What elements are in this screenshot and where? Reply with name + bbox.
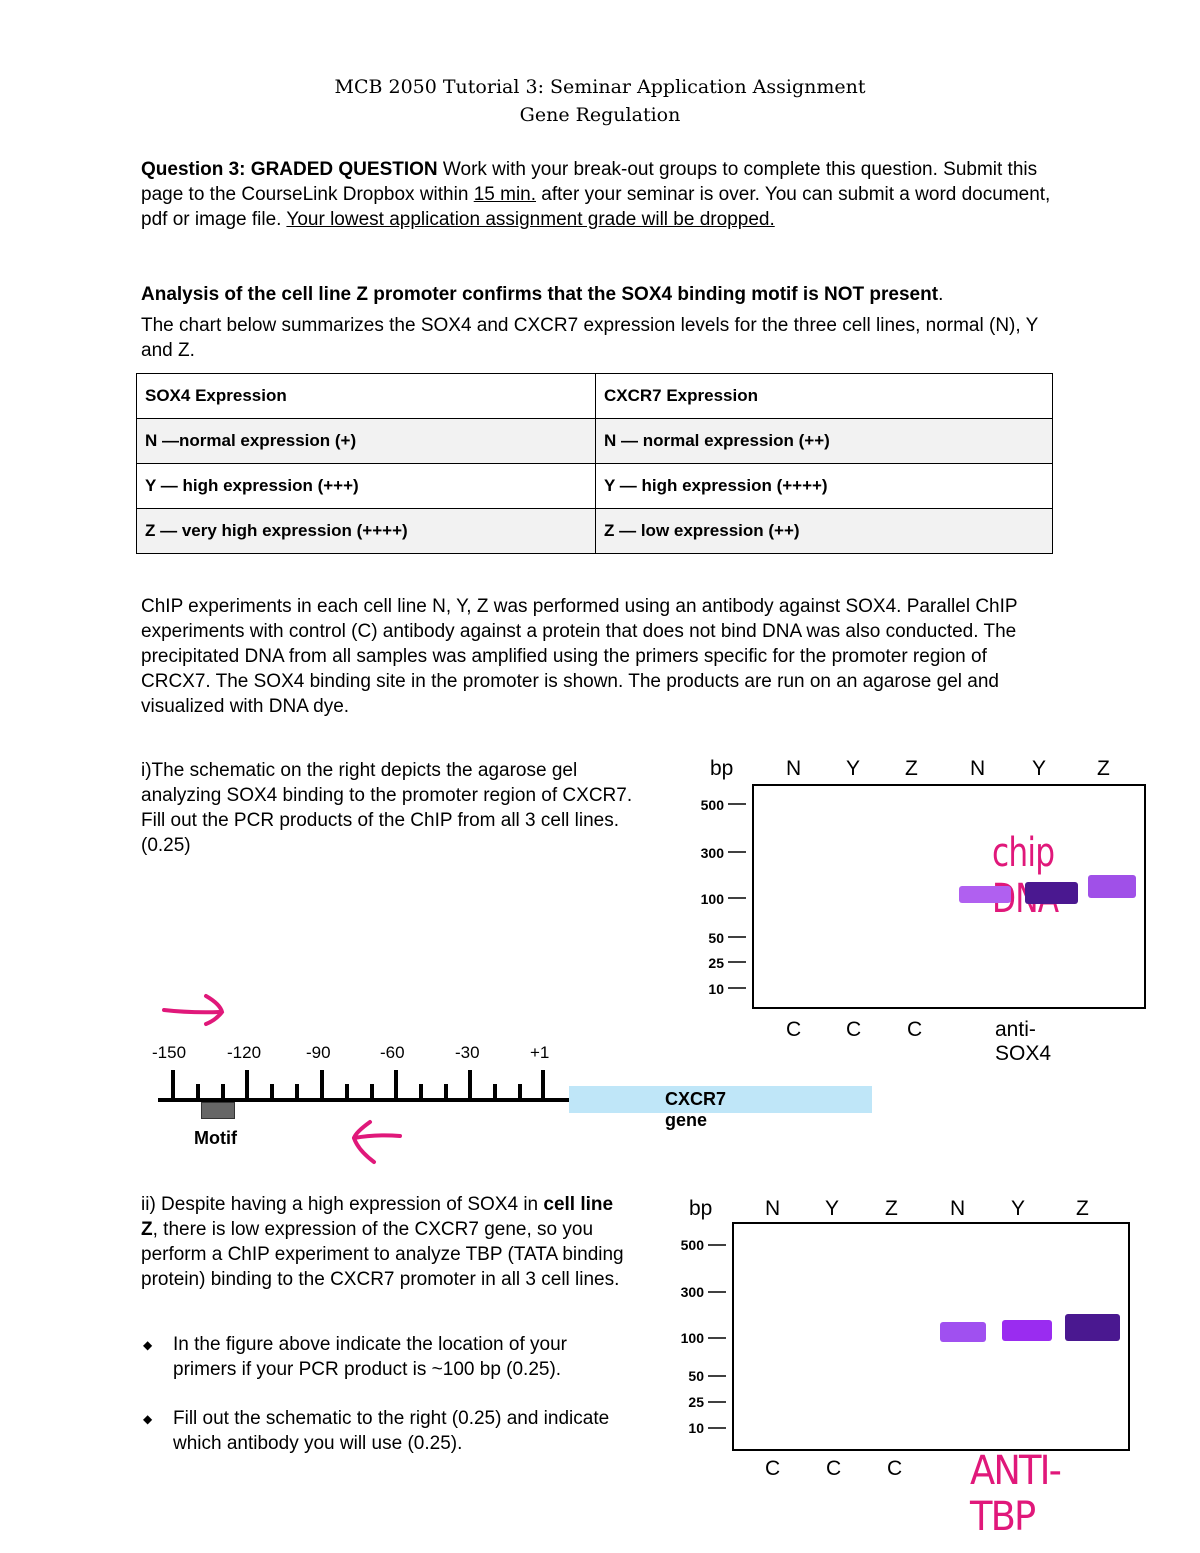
chip-paragraph: ChIP experiments in each cell line N, Y, Z was performed using an antibody against SOX4. Parallel ChIP experiments with control (C) antibody against a protein that does not bind DNA was also conducted. The precipitated DNA from all samples was amplified using the primers specific for the promoter region of CRCX7. The SOX4 binding site in the promoter is shown. The products are run on an agarose gel and visualized with DNA dye. <box>141 596 1018 717</box>
gel2-band <box>940 1322 986 1342</box>
dropped-note: Your lowest application assignment grade will be dropped. <box>286 209 775 230</box>
bullet-item: Fill out the schematic to the right (0.25) and indicate which antibody you will use (0.25). <box>173 1408 610 1454</box>
gel1-lane-label: Z <box>1097 757 1110 780</box>
gel1-bottom-label: C <box>907 1018 923 1041</box>
gel1-ladder-label: 500 <box>700 797 724 813</box>
bullet-item: In the figure above indicate the location of your primers if your PCR product is ~100 bp (0.25). <box>173 1334 567 1380</box>
gel2-ladder-ticks <box>706 1230 728 1440</box>
gel2-lane-label: N <box>950 1197 966 1220</box>
reverse-primer-arrow <box>346 1118 406 1168</box>
gel2-lane-label: Y <box>1011 1197 1026 1220</box>
gel1-band <box>1025 882 1078 904</box>
gel1-band <box>959 886 1011 903</box>
promoter-position-label: -30 <box>455 1043 480 1062</box>
part-i-text: i)The schematic on the right depicts the agarose gel analyzing SOX4 binding to the promoter region of CXCR7. Fill out the PCR products of the ChIP from all 3 cell lines. (0.25) <box>141 760 633 856</box>
time-limit: 15 min. <box>473 184 537 205</box>
bullet-icon: ◆ <box>143 1412 153 1426</box>
table-header-sox4: SOX4 Expression <box>137 374 596 419</box>
part-ii-text-a: ii) Despite having a high expression of SOX4 in <box>141 1194 544 1215</box>
page-subtitle: Gene Regulation <box>519 104 681 126</box>
table-header-row <box>137 374 1053 419</box>
promoter-position-label: -150 <box>152 1043 187 1062</box>
gel1-lane-label: Z <box>905 757 918 780</box>
gel1-bp-label: bp <box>710 757 734 780</box>
gel1-band <box>1088 875 1136 898</box>
table-cell: N — normal expression (++) <box>596 419 1053 464</box>
table-row <box>137 464 1053 509</box>
table-cell: N —normal expression (+) <box>137 419 596 464</box>
gel2-bottom-label: C <box>887 1457 903 1480</box>
gel2-bottom-label: C <box>826 1457 842 1480</box>
table-cell: Y — high expression (+++) <box>137 464 596 509</box>
gel1-bottom-label: anti-SOX4 <box>995 1018 1052 1065</box>
cxcr7-gene-label: CXCR7 gene <box>665 1089 727 1130</box>
gel2-ladder-label: 300 <box>680 1284 704 1300</box>
table-cell: Z — very high expression (++++) <box>137 509 596 554</box>
promoter-position-label: -60 <box>380 1043 405 1062</box>
gel2-handwritten-annotation: ANTI-TBP <box>970 1448 1061 1540</box>
question-text-2: after your seminar is over. You can submit a word document, pdf or image file. <box>141 184 1051 230</box>
part-ii-bold: cell line Z <box>141 1194 614 1240</box>
motif-box <box>201 1102 235 1119</box>
gel1-ladder-label: 10 <box>708 981 724 997</box>
gel2-ladder-label: 10 <box>688 1420 704 1436</box>
gel2-lane-label: Y <box>825 1197 840 1220</box>
gel2-bp-label: bp <box>689 1197 713 1220</box>
gel1-bottom-label: C <box>786 1018 802 1041</box>
gel2-ladder-label: 100 <box>680 1330 704 1346</box>
part-ii-text <box>141 1192 631 1292</box>
gel1-ladder-ticks <box>726 790 748 1000</box>
gel1-ladder-label: 50 <box>708 930 724 946</box>
gel1-ladder-label: 300 <box>700 845 724 861</box>
analysis-bold: Analysis of the cell line Z promoter confirms that the SOX4 binding motif is NOT present <box>141 284 939 305</box>
gel1-frame <box>752 784 1146 1009</box>
part-ii-text-b: , there is low expression of the CXCR7 gene, so you perform a ChIP experiment to analyze TBP (TATA binding protein) binding to the CXCR7 promoter in all 3 cell lines. <box>141 1219 624 1290</box>
gel2-ladder-label: 50 <box>688 1368 704 1384</box>
chart-intro: The chart below summarizes the SOX4 and CXCR7 expression levels for the three cell lines, normal (N), Y and Z. <box>141 315 1038 361</box>
question-label: Question 3: GRADED QUESTION <box>141 159 438 180</box>
gel1-lane-label: Y <box>846 757 861 780</box>
question-paragraph <box>141 157 1061 232</box>
table-row <box>137 419 1053 464</box>
promoter-position-label: -90 <box>306 1043 331 1062</box>
gel1-lane-label: N <box>786 757 802 780</box>
bullet-icon: ◆ <box>143 1338 153 1352</box>
gel1-lane-label: Y <box>1032 757 1047 780</box>
gel2-band <box>1002 1320 1052 1341</box>
promoter-position-label: +1 <box>530 1043 550 1062</box>
table-header-cxcr7: CXCR7 Expression <box>596 374 1053 419</box>
motif-label: Motif <box>194 1128 237 1148</box>
table-cell: Y — high expression (++++) <box>596 464 1053 509</box>
table-row <box>137 509 1053 554</box>
gel2-ladder-label: 25 <box>688 1394 704 1410</box>
gel1-lane-label: N <box>970 757 986 780</box>
gel2-bottom-label: C <box>765 1457 781 1480</box>
expression-table <box>136 373 1053 554</box>
forward-primer-arrow <box>160 990 232 1028</box>
gel2-band <box>1065 1314 1120 1341</box>
gel1-bottom-label: C <box>846 1018 862 1041</box>
gel2-lane-label: Z <box>1076 1197 1089 1220</box>
analysis-period: . <box>938 284 944 305</box>
gel1-handwritten-annotation: chip <box>992 830 1055 876</box>
page-title: MCB 2050 Tutorial 3: Seminar Application Assignment <box>334 76 866 98</box>
gel1-ladder-label: 100 <box>700 891 724 907</box>
gel2-lane-label: N <box>765 1197 781 1220</box>
promoter-position-label: -120 <box>227 1043 262 1062</box>
question-text-1: Work with your break-out groups to complete this question. Submit this page to the CourseLink Dropbox within <box>141 159 1038 205</box>
table-cell: Z — low expression (++) <box>596 509 1053 554</box>
analysis-statement <box>141 282 1061 307</box>
gel2-lane-label: Z <box>885 1197 898 1220</box>
gel2-ladder-label: 500 <box>680 1237 704 1253</box>
gel1-ladder-label: 25 <box>708 955 724 971</box>
